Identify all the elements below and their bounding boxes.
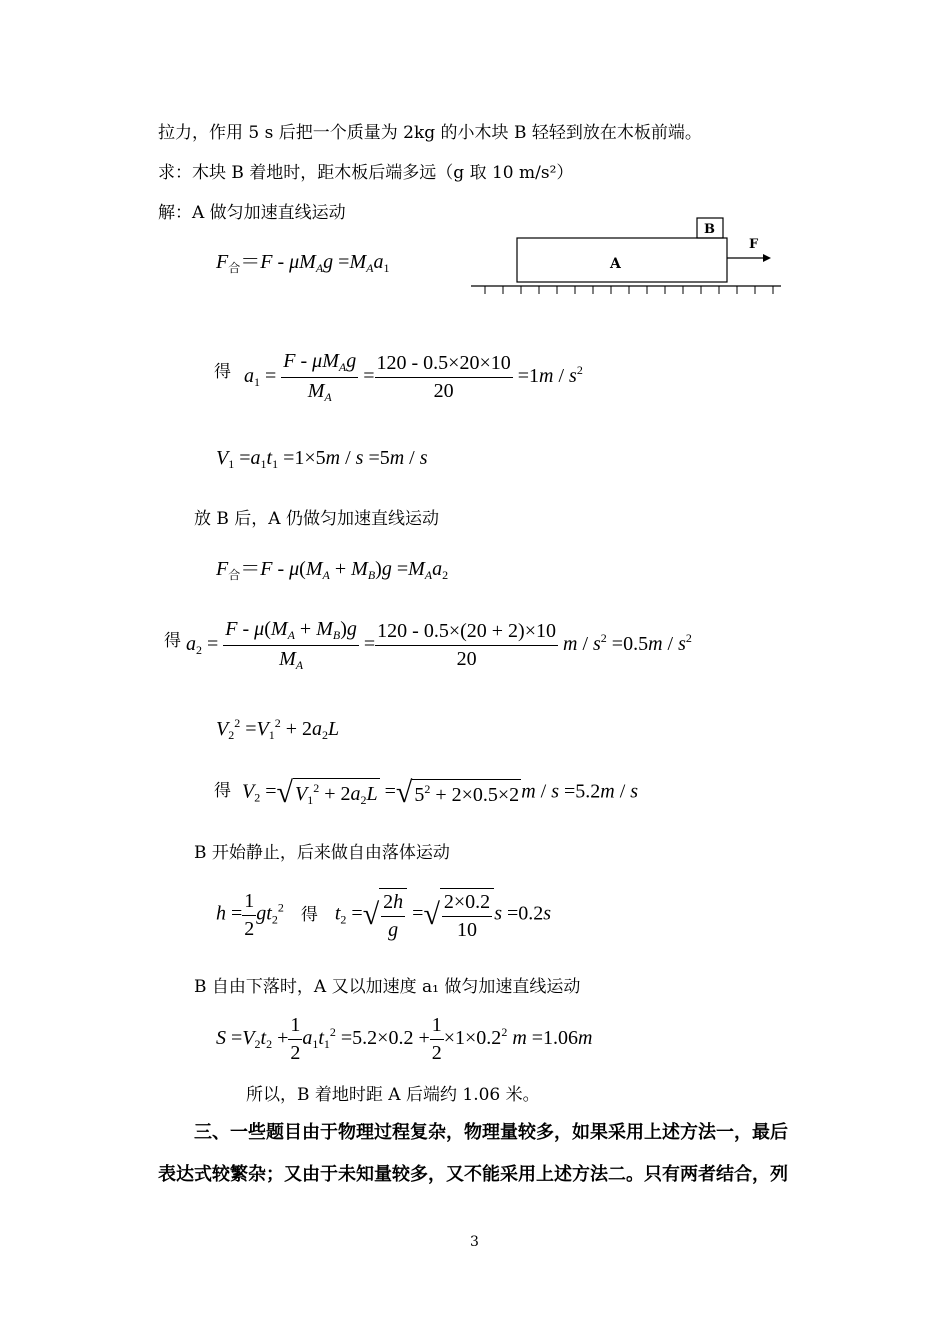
word-de-4: 得 bbox=[300, 904, 318, 924]
section3-line1: 三、一些题目由于物理过程复杂，物理量较多，如果采用上述方法一，最后 bbox=[194, 1122, 788, 1143]
equation-v2-squared: $V_2^2 =V_1^2 + 2a_2L$ bbox=[216, 716, 340, 742]
word-de-2: 得 bbox=[164, 631, 181, 651]
word-de-1: 得 bbox=[214, 362, 231, 382]
force-arrowhead bbox=[763, 254, 771, 262]
page-number: 3 bbox=[470, 1234, 479, 1250]
equation-a2: $a_2$ = $\frac{F - \mu(M_A + M_B)g}{M_A}$ = $\frac{120 - 0.5\times(20 + 2)\times 10}{20}$ $m / s^2 =0.5m / s^2$ bbox=[186, 618, 692, 672]
label-a: A bbox=[610, 256, 621, 272]
equation-net-force-2: $F_合=F - \mu(M_A + M_B)g =M_Aa_2$ bbox=[216, 558, 449, 582]
section3-line2: 表达式较繁杂；又由于未知量较多，又不能采用上述方法二。只有两者结合，列 bbox=[158, 1164, 788, 1185]
equation-net-force-1: $F_合=F - \mu M_Ag =M_Aa_1$ bbox=[216, 251, 390, 275]
equation-v1: $V_1 =a_1t_1 =1\times 5m / s =5m / s$ bbox=[216, 447, 428, 471]
label-b: B bbox=[704, 222, 715, 237]
text-b-falling: B 自由下落时，A 又以加速度 a₁ 做匀加速直线运动 bbox=[194, 977, 581, 997]
text-place-b: 放 B 后，A 仍做匀加速直线运动 bbox=[194, 509, 439, 529]
board-block-figure bbox=[465, 210, 785, 302]
problem-text-line2: 求：木块 B 着地时，距木板后端多远（g 取 10 m/s²） bbox=[158, 163, 574, 183]
equation-a1: $a_1$ = $\frac{F - \mu M_Ag}{M_A}$ = $\frac{120 - 0.5\times 20\times 10}{20}$ $=1m / s^2$ bbox=[244, 350, 583, 404]
text-b-free-fall: B 开始静止，后来做自由落体运动 bbox=[194, 843, 450, 863]
equation-displacement: $S =V_2t_2$ + $\frac{1}{2}$ $a_1t_1^2 =5.2\times 0.2$ + $\frac{1}{2}$ $\times 1\times 0.2^2$ m =1.06m bbox=[216, 1014, 593, 1064]
equation-fall-time: h = $\frac{1}{2}$ $gt_2^2$ 得 $t_2$ =√ $\frac{2h}{g}$ =√ $\frac{2\times 0.2}{10}$ s =0.2s bbox=[216, 889, 552, 941]
ground-hatch bbox=[485, 286, 773, 294]
text-conclusion: 所以，B 着地时距 A 后端约 1.06 米。 bbox=[246, 1085, 540, 1105]
problem-text-line1: 拉力，作用 5 s 后把一个质量为 2kg 的小木块 B 轻轻到放在木板前端。 bbox=[158, 123, 702, 143]
solution-start: 解：A 做匀加速直线运动 bbox=[158, 203, 346, 223]
equation-v2: $V_2$ =√ $V_1^2 + 2a_2L$ =√ $5^2 + 2\times 0.5\times 2$ m / s =5.2m / s bbox=[242, 776, 639, 809]
board-a bbox=[517, 238, 727, 282]
word-de-3: 得 bbox=[214, 781, 231, 801]
label-f: F bbox=[749, 237, 759, 252]
